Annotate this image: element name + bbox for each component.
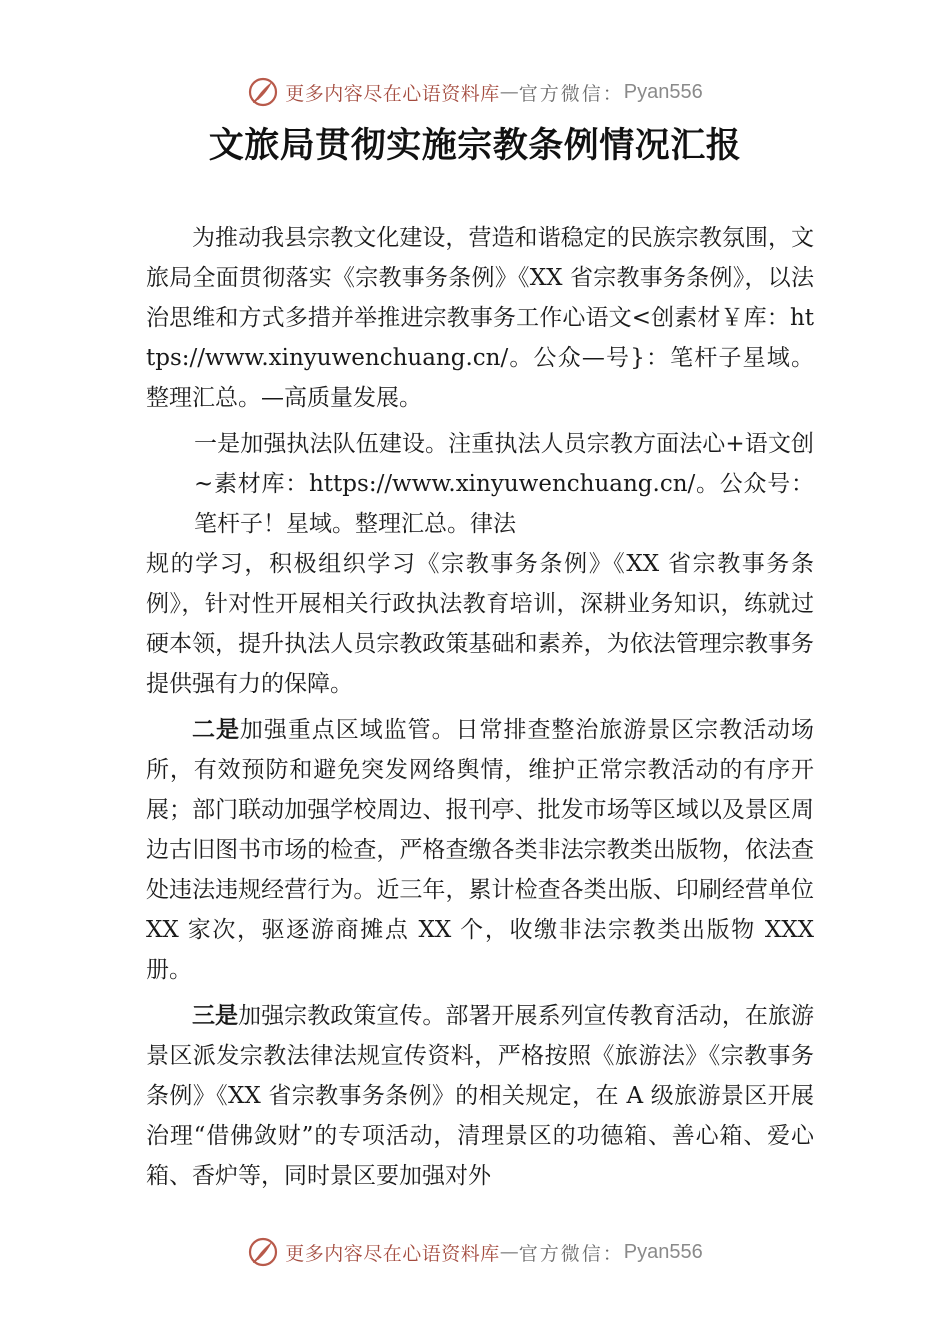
banner-wechat-label: 官方微信： — [518, 82, 624, 105]
footer-watermark-banner — [0, 1232, 950, 1272]
paragraph-text: 一是加强执法队伍建设。注重执法人员宗教方面法心+语文创~素材库：https://www.xinyuwenchuang.cn/。公众号：笔杆子！星域。整理汇总。律法 — [194, 431, 814, 537]
document-body — [146, 218, 814, 1202]
paragraph-text: 加强重点区域监管。日常排查整治旅游景区宗教活动场所，有效预防和避免突发网络舆情，维护正常宗教活动的有序开展；部门联动加强学校周边、报刊亭、批发市场等区域以及景区周边古旧图书市场的检查，严格查缴各类非法宗教类出版物，依法查处违法违规经营行为。近三年，累计检查各类出版、印刷经营单位 XX 家次，驱逐游商摊点 XX 个，收缴非法宗教类出版物 XXX 册。 — [146, 717, 815, 983]
banner-text: 更多内容尽在心语资料库 — [285, 82, 500, 105]
banner-separator: — — [499, 1241, 519, 1263]
banner-wechat-id: Pyan556 — [623, 80, 703, 103]
paragraph-second-point — [146, 710, 814, 990]
quill-pen-logo-icon — [247, 76, 279, 108]
banner-wechat-label: 官方微信： — [518, 1242, 624, 1265]
banner-text: 更多内容尽在心语资料库 — [285, 1242, 500, 1265]
paragraph-lead: 三是 — [192, 1003, 239, 1029]
paragraph-first-point — [146, 424, 814, 544]
paragraph-first-point-continued — [146, 544, 814, 704]
quill-pen-logo-icon — [247, 1236, 279, 1268]
document-title: 文旅局贯彻实施宗教条例情况汇报 — [208, 125, 742, 166]
paragraph-third-point — [146, 996, 814, 1196]
paragraph-text: 加强宗教政策宣传。部署开展系列宣传教育活动，在旅游景区派发宗教法律法规宣传资料，严格按照《旅游法》《宗教事务条例》《XX 省宗教事务条例》的相关规定，在 A 级旅游景区开展治理“借佛敛财”的专项活动，清理景区的功德箱、善心箱、爱心箱、香炉等，同时景区要加强对外 — [146, 1003, 815, 1189]
paragraph-lead: 二是 — [192, 717, 240, 743]
paragraph-text: 为推动我县宗教文化建设，营造和谐稳定的民族宗教氛围，文旅局全面贯彻落实《宗教事务条例》《XX 省宗教事务条例》，以法治思维和方式多措并举推进宗教事务工作心语文<创素材￥库：https://www.xinyuwenchuang.cn/。公众—号}：笔杆子星域。整理汇总。—高质量发展。 — [146, 225, 814, 411]
banner-wechat-id: Pyan556 — [623, 1240, 703, 1263]
header-watermark-banner — [0, 72, 950, 112]
banner-separator: — — [499, 81, 519, 103]
paragraph-text: 规的学习，积极组织学习《宗教事务条例》《XX 省宗教事务条例》，针对性开展相关行政执法教育培训，深耕业务知识，练就过硬本领，提升执法人员宗教政策基础和素养，为依法管理宗教事务提供强有力的保障。 — [146, 551, 814, 697]
paragraph-intro — [146, 218, 814, 418]
